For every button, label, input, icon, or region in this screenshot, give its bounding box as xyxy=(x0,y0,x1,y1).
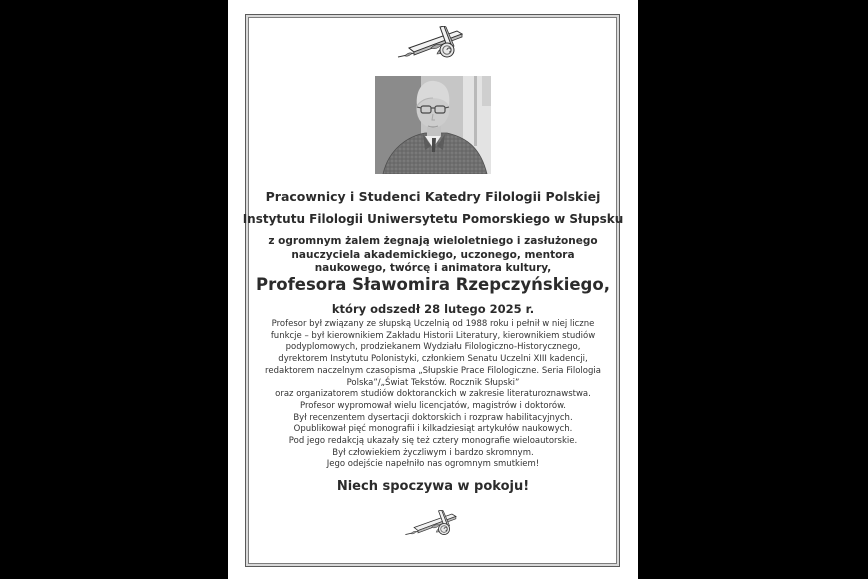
obituary-heading-line1: Pracownicy i Studenci Katedry Filologii Polskiej xyxy=(265,189,601,204)
obituary-heading-line2: Instytutu Filologii Uniwersytetu Pomorskiego w Słupsku xyxy=(242,212,624,226)
obituary-body xyxy=(228,319,638,471)
obituary-intro-line: z ogromnym żalem żegnają wieloletniego i zasłużonego xyxy=(268,235,598,247)
death-date-line: który odszedł 28 lutego 2025 r. xyxy=(331,302,535,316)
obituary-body-line: redaktorem naczelnym czasopisma „Słupskie Prace Filologiczne. Seria Filologia xyxy=(265,365,601,376)
obituary-page xyxy=(228,0,638,579)
obituary-body-line: Profesor był związany ze słupską Uczelnią od 1988 roku i pełnił w niej liczne xyxy=(271,319,595,329)
obituary-body-line: Był recenzentem dysertacji doktorskich i rozpraw habilitacyjnych. xyxy=(293,412,573,423)
obituary-body-line: Pod jego redakcją ukazały się też cztery monografie wieloautorskie. xyxy=(288,436,578,447)
obituary-intro xyxy=(228,235,638,276)
obituary-body-line: funkcje – był kierownikiem Zakładu Historii Literatury, kierownikiem studiów xyxy=(270,330,596,341)
obituary-body-line: dyrektorem Instytutu Polonistyki, członkiem Senatu Uczelni XIII kadencji, xyxy=(278,354,588,365)
obituary-body-line: Profesor wypromował wielu licencjatów, magistrów i doktorów. xyxy=(300,400,566,411)
obituary-body-line: podyplomowych, prodziekanem Wydziału Filologiczno-Historycznego, xyxy=(285,342,581,353)
obituary-body-line: oraz organizatorem studiów doktoranckich w zakresie literaturoznawstwa. xyxy=(275,389,591,400)
obituary-body-line: Był człowiekiem życzliwym i bardzo skromnym. xyxy=(332,447,534,458)
deceased-name: Profesora Sławomira Rzepczyńskiego, xyxy=(256,275,610,294)
closing-line: Niech spoczywa w pokoju! xyxy=(336,479,530,494)
grayscale-portrait-photo xyxy=(375,76,491,174)
obituary-body-line: Jego odejście napełniło nas ogromnym smutkiem! xyxy=(326,459,540,470)
cross-with-rose-icon xyxy=(403,510,463,537)
obituary-body-line: Opublikował pięć monografii i kilkadziesiąt artykułów naukowych. xyxy=(293,424,573,435)
cross-with-rose-icon xyxy=(395,26,471,60)
obituary-body-line: Polska”/„Świat Tekstów. Rocznik Słupski” xyxy=(346,377,520,388)
obituary-intro-line: naukowego, twórcę i animatora kultury, xyxy=(314,262,552,274)
obituary-intro-line: nauczyciela akademickiego, uczonego, mentora xyxy=(291,248,575,261)
